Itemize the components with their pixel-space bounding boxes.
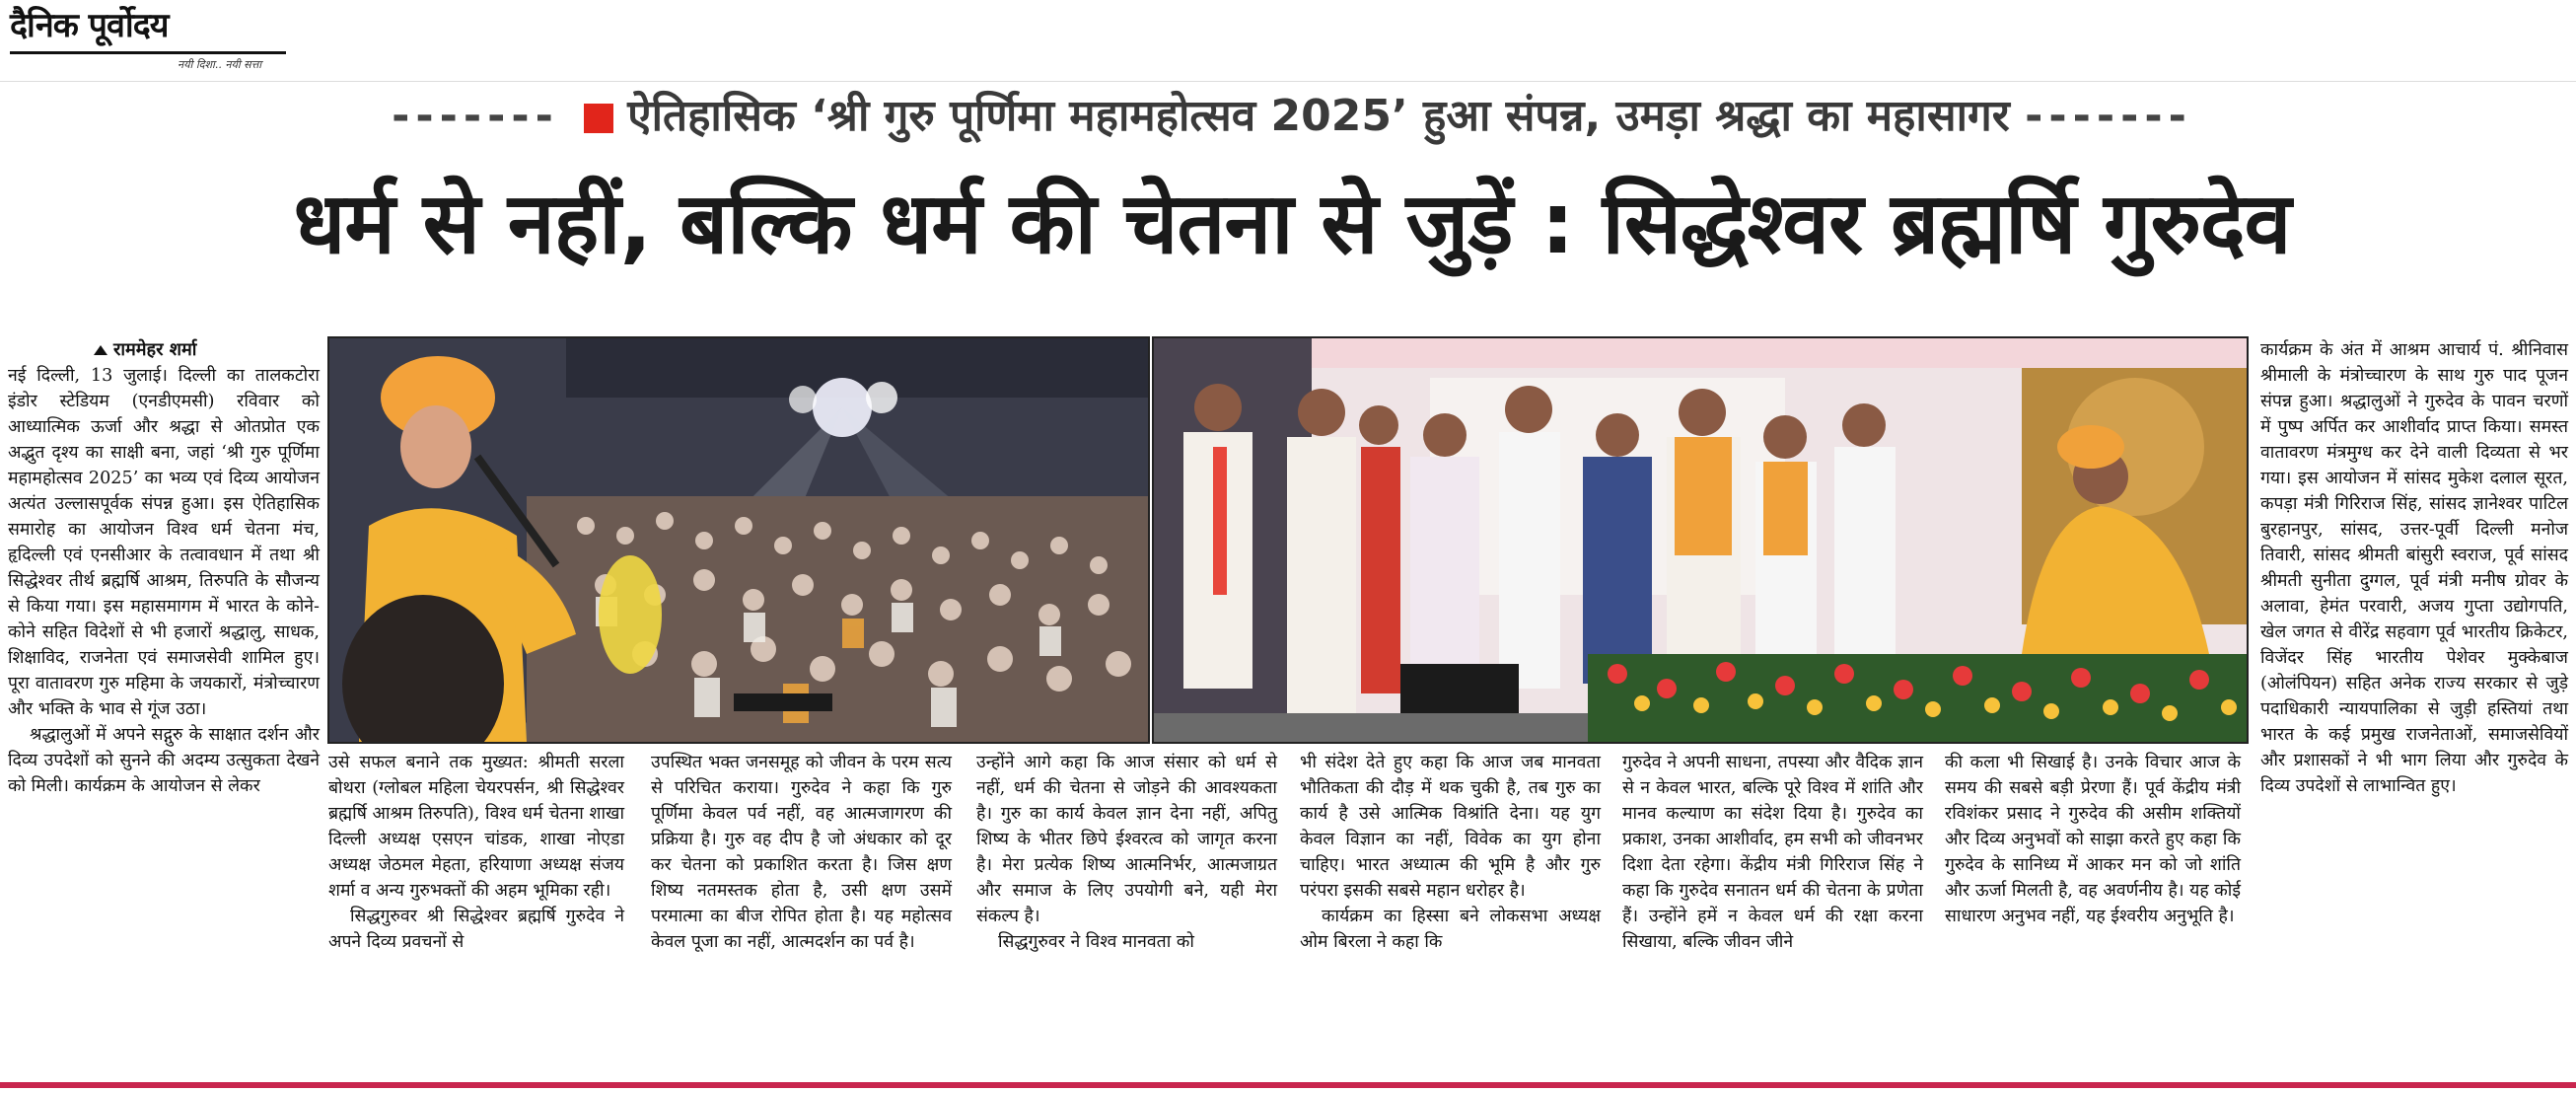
article-column-8 [2260, 337, 2568, 799]
article-column-5 [1300, 750, 1601, 955]
article-paragraph: गुरुदेव ने अपनी साधना, तपस्या और वैदिक ज्ञान से न केवल भारत, बल्कि पूरे विश्व में शांति और मानव कल्याण का संदेश दिया है। गुरुदेव का प्रकाश, उनका आशीर्वाद, हम सभी को जीवनभर दिशा देता रहेगा। केंद्रीय मंत्री गिरिराज सिंह ने कहा कि गुरुदेव सनातन धर्म की चेतना के प्रणेता हैं। उन्होंने हमें न केवल धर्म की रक्षा करना सिखाया, बल्कि जीवन जीने [1622, 753, 1923, 952]
masthead-tagline: नयी दिशा.. नयी सत्ता [178, 58, 262, 71]
article-column-1 [8, 363, 320, 799]
byline [94, 337, 196, 361]
article-paragraph: उन्होंने आगे कहा कि आज संसार को धर्म से नहीं, धर्म की चेतना से जोड़ने की आवश्यकता है। गुरु का कार्य केवल ज्ञान देना नहीं, अपितु शिष्य के भीतर छिपे ईश्वरत्व को जागृत करना है। मेरा प्रत्येक शिष्य आत्मनिर्भर, आत्मजाग्रत और समाज के लिए उपयोगी बने, यही मेरा संकल्प है। [976, 753, 1277, 926]
article-column-3 [651, 750, 952, 955]
masthead-rule [10, 51, 286, 54]
kicker-dashes-right: ------- [2025, 91, 2192, 141]
article-paragraph: कार्यक्रम के अंत में आश्रम आचार्य पं. श्रीनिवास श्रीमाली के मंत्रोच्चारण के साथ गुरु पाद पूजन संपन्न हुआ। श्रद्धालुओं ने गुरुदेव के पावन चरणों में पुष्प अर्पित कर आशीर्वाद प्राप्त किया। समस्त वातावरण मंत्रमुग्ध कर देने वाली दिव्यता से भर गया। इस आयोजन में सांसद मुकेश दलाल सूरत, कपड़ा मंत्री गिरिराज सिंह, सांसद ज्ञानेश्वर पाटिल बुरहानपुर, सांसद, उत्तर-पूर्वी दिल्ली मनोज तिवारी, सांसद श्रीमती बांसुरी स्वराज, पूर्व सांसद श्रीमती सुनीता दुग्गल, पूर्व मंत्री मनीष ग्रोवर के अलावा, हेमंत परवारी, अजय गुप्ता उद्योगपति, खेल जगत से वीरेंद्र सहवाग पूर्व भारतीय क्रिकेटर, विजेंदर सिंह भारतीय पेशेवर मुक्केबाज (ओलंपियन) सहित अनेक राज्य सरकार से जुड़े पदाधिकारी न्यायपालिका से जुड़ी हस्तियां तथा भारत के कई प्रमुख राजनेताओं, समाजसेवियों और प्रशासकों ने भी भाग लिया और गुरुदेव के दिव्य उपदेशों से लाभान्वित हुए। [2260, 340, 2568, 796]
masthead [10, 6, 296, 73]
triangle-icon [94, 345, 107, 355]
article-paragraph: उसे सफल बनाने तक मुख्यत: श्रीमती सरला बोथरा (ग्लोबल महिला चेयरपर्सन, श्री सिद्धेश्वर ब्रह्मर्षि आश्रम तिरुपति), विश्व धर्म चेतना शाखा दिल्ली अध्यक्ष एसएन चांडक, शाखा नोएडा अध्यक्ष जेठमल मेहता, हरियाणा अध्यक्ष संजय शर्मा व अन्य गुरुभक्तों की अहम भूमिका रही। [328, 753, 624, 901]
top-divider [0, 81, 2576, 82]
article-paragraph: भी संदेश देते हुए कहा कि आज जब मानवता भौतिकता की दौड़ में थक चुकी है, तब गुरु का कार्य है उसे आत्मिक विश्रांति देना। यह युग केवल विज्ञान का नहीं, विवेक का युग होना चाहिए। भारत अध्यात्म की भूमि है और गुरु परंपरा इसकी सबसे महान धरोहर है। [1300, 753, 1601, 901]
byline-name: राममेहर शर्मा [113, 339, 197, 360]
article-column-7 [1945, 750, 2241, 929]
article-paragraph: की कला भी सिखाई है। उनके विचार आज के समय की सबसे बड़ी प्रेरणा हैं। पूर्व केंद्रीय मंत्री रविशंकर प्रसाद ने गुरुदेव की असीम शक्तियों और दिव्य अनुभवों को साझा करते हुए कहा कि गुरुदेव के सानिध्य में आकर मन को जो शांति और ऊर्जा मिलती है, वह अवर्णनीय है। यह कोई साधारण अनुभव नहीं, यह ईश्वरीय अनुभूति है। [1945, 753, 2241, 926]
kicker-line [39, 89, 2544, 144]
bottom-rule [0, 1082, 2576, 1088]
red-square-icon [584, 104, 613, 133]
kicker-text: ऐतिहासिक ‘श्री गुरु पूर्णिमा महामहोत्सव 2025’ हुआ संपन्न, उमड़ा श्रद्धा का महासागर [627, 91, 2010, 141]
article-column-2 [328, 750, 624, 955]
masthead-logo: दैनिक पूर्वोदय [10, 6, 169, 45]
photo-guru-addressing-crowd [327, 336, 1150, 744]
page-headline: धर्म से नहीं, बल्कि धर्म की चेतना से जुड़ें : सिद्धेश्वर ब्रह्मर्षि गुरुदेव [293, 175, 2291, 273]
photo-dignitaries-on-stage [1152, 336, 2249, 744]
article-paragraph: नई दिल्ली, 13 जुलाई। दिल्ली का तालकटोरा इंडोर स्टेडियम (एनडीएमसी) रविवार को आध्यात्मिक ऊर्जा और श्रद्धा से ओतप्रोत एक अद्भुत दृश्य का साक्षी बना, जहां ‘श्री गुरु पूर्णिमा महामहोत्सव 2025’ का भव्य एवं दिव्य आयोजन अत्यंत उल्लासपूर्वक संपन्न हुआ। इस ऐतिहासिक समारोह का आयोजन विश्व धर्म चेतना मंच, हृदिल्ली एवं एनसीआर के तत्वावधान में तथा श्री सिद्धेश्वर तीर्थ ब्रह्मर्षि आश्रम, तिरुपति के सौजन्य से किया गया। इस महासमागम में भारत के कोने-कोने सहित विदेशों से भी हजारों श्रद्धालु, साधक, शिक्षाविद, राजनेता एवं समाजसेवी शामिल हुए। पूरा वातावरण गुरु महिमा के जयकारों, मंत्रोच्चारण और भक्ति के भाव से गूंज उठा। [8, 366, 320, 719]
article-paragraph: श्रद्धालुओं में अपने सद्गुरु के साक्षात दर्शन और दिव्य उपदेशों को सुनने की अदम्य उत्सुकता देखने को मिली। कार्यक्रम के आयोजन से लेकर [8, 725, 320, 796]
article-paragraph: सिद्धगुरुवर श्री सिद्धेश्वर ब्रह्मर्षि गुरुदेव ने अपने दिव्य प्रवचनों से [328, 907, 624, 952]
article-paragraph: सिद्धगुरुवर ने विश्व मानवता को [998, 932, 1194, 952]
kicker-dashes-left: ------- [392, 91, 559, 141]
article-column-4 [976, 750, 1277, 955]
article-paragraph: उपस्थित भक्त जनसमूह को जीवन के परम सत्य से परिचित कराया। गुरुदेव ने कहा कि गुरु पूर्णिमा केवल पर्व नहीं, वह आत्मजागरण की प्रक्रिया है। गुरु वह दीप है जो अंधकार को दूर कर चेतना को प्रकाशित करता है। जिस क्षण शिष्य नतमस्तक होता है, उसी क्षण उसमें परमात्मा का बीज रोपित होता है। यह महोत्सव केवल पूजा का नहीं, आत्मदर्शन का पर्व है। [651, 753, 952, 952]
article-column-6 [1622, 750, 1923, 955]
article-paragraph: कार्यक्रम का हिस्सा बने लोकसभा अध्यक्ष ओम बिरला ने कहा कि [1300, 907, 1601, 952]
